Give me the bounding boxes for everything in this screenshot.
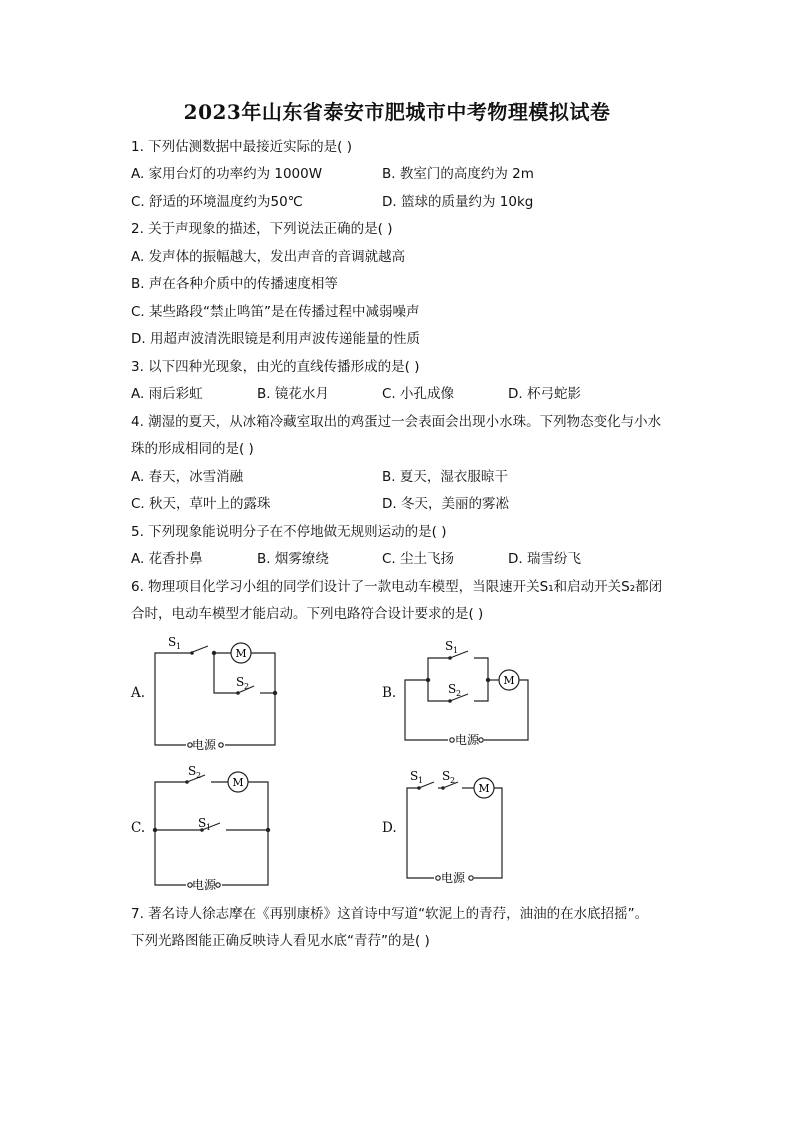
circuit-diagram-d (400, 768, 515, 888)
q5-option-c: C. 尘土飞扬 (382, 551, 455, 567)
q6-option-d-label: D. (382, 820, 397, 836)
q6-option-a-label: A. (131, 685, 146, 701)
q7-stem-line2: 下列光路图能正确反映诗人看见水底“青荇”的是( ) (131, 933, 430, 949)
switch-s1-label: S (445, 639, 454, 653)
q3-option-b: B. 镜花水月 (257, 386, 329, 402)
q2-stem: 2. 关于声现象的描述，下列说法正确的是( ) (131, 221, 393, 237)
switch-s1-subscript: 1 (206, 823, 212, 832)
q6-option-b-label: B. (382, 685, 397, 701)
power-source-label: 电源 (455, 733, 480, 747)
q2-option-a: A. 发声体的振幅越大，发出声音的音调就越高 (131, 249, 406, 265)
q6-option-c-label: C. (131, 820, 146, 836)
q6-stem-line2: 合时，电动车模型才能启动。下列电路符合设计要求的是( ) (131, 606, 484, 622)
q1-option-a: A. 家用台灯的功率约为 1000W (131, 166, 323, 182)
switch-s2-label: S (236, 675, 245, 689)
q4-stem-line1: 4. 潮湿的夏天，从冰箱冷藏室取出的鸡蛋过一会表面会出现小水珠。下列物态变化与小水 (131, 414, 662, 430)
q4-option-c: C. 秋天，草叶上的露珠 (131, 496, 271, 512)
circuit-diagram-b (400, 633, 535, 753)
q3-option-c: C. 小孔成像 (382, 386, 455, 402)
switch-s2-subscript: 2 (244, 682, 250, 691)
q2-option-b: B. 声在各种介质中的传播速度相等 (131, 276, 338, 292)
switch-s2-subscript: 2 (450, 776, 456, 785)
switch-s1-subscript: 1 (418, 776, 424, 785)
switch-s1-label: S (198, 816, 207, 830)
q5-stem: 5. 下列现象能说明分子在不停地做无规则运动的是( ) (131, 524, 447, 540)
power-source-label: 电源 (192, 738, 217, 752)
page-title: 2023年山东省泰安市肥城市中考物理模拟试卷 (183, 100, 611, 124)
switch-s1-subscript: 1 (453, 646, 459, 655)
q7-stem-line1: 7. 著名诗人徐志摩在《再别康桥》这首诗中写道“软泥上的青荇，油油的在水底招摇”。 (131, 906, 649, 922)
power-source-label: 电源 (441, 871, 466, 885)
switch-s2-label: S (442, 769, 451, 783)
q5-option-d: D. 瑞雪纷飞 (508, 551, 581, 567)
circuit-diagram-a (150, 630, 285, 755)
motor-label: M (478, 782, 490, 795)
switch-s2-subscript: 2 (196, 771, 202, 780)
q1-option-b: B. 教室门的高度约为 2m (382, 166, 534, 182)
q4-option-a: A. 春天，冰雪消融 (131, 469, 244, 485)
q4-stem-line2: 珠的形成相同的是( ) (131, 441, 254, 457)
q5-option-b: B. 烟雾缭绕 (257, 551, 329, 567)
q1-option-c: C. 舒适的环境温度约为50℃ (131, 194, 303, 210)
switch-s1-label: S (410, 769, 419, 783)
q4-option-b: B. 夏天，湿衣服晾干 (382, 469, 508, 485)
q1-stem: 1. 下列估测数据中最接近实际的是( ) (131, 139, 352, 155)
power-source-label: 电源 (192, 878, 217, 892)
q3-option-d: D. 杯弓蛇影 (508, 386, 581, 402)
q5-option-a: A. 花香扑鼻 (131, 551, 203, 567)
q1-option-d: D. 篮球的质量约为 10kg (382, 194, 534, 210)
switch-s2-subscript: 2 (456, 689, 462, 698)
q2-option-c: C. 某些路段“禁止鸣笛”是在传播过程中减弱噪声 (131, 304, 420, 320)
motor-label: M (235, 647, 247, 660)
q6-stem-line1: 6. 物理项目化学习小组的同学们设计了一款电动车模型，当限速开关S₁和启动开关S₂都闭 (131, 579, 663, 595)
q4-option-d: D. 冬天，美丽的雾凇 (382, 496, 509, 512)
switch-s2-label: S (448, 682, 457, 696)
circuit-diagram-c (150, 763, 275, 893)
switch-s1-subscript: 1 (176, 642, 182, 651)
motor-label: M (232, 776, 244, 789)
q3-stem: 3. 以下四种光现象，由光的直线传播形成的是( ) (131, 359, 420, 375)
motor-label: M (503, 674, 515, 687)
switch-s1-label: S (168, 635, 177, 649)
switch-s2-label: S (188, 764, 197, 778)
q3-option-a: A. 雨后彩虹 (131, 386, 203, 402)
q2-option-d: D. 用超声波清洗眼镜是利用声波传递能量的性质 (131, 331, 420, 347)
